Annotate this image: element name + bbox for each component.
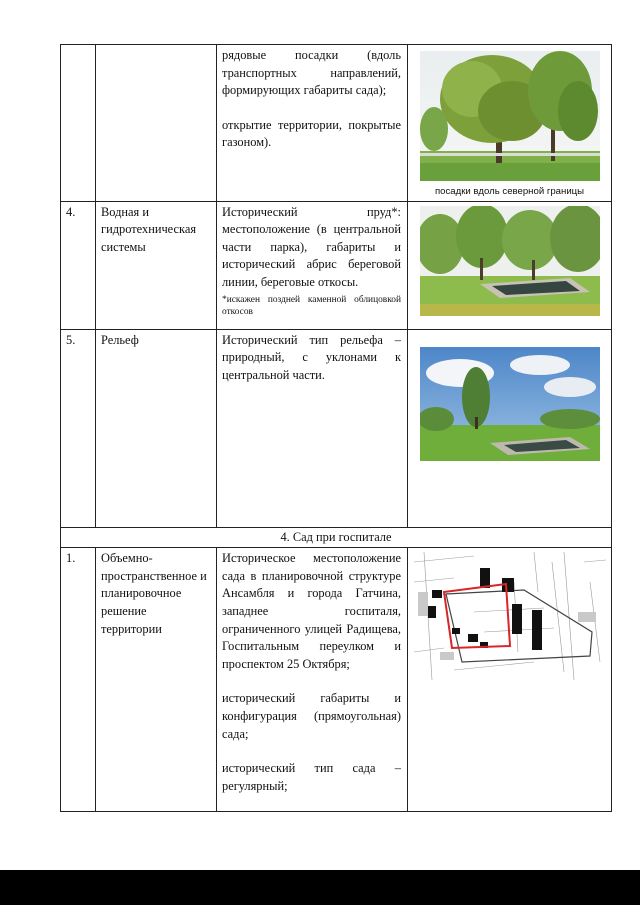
photo-cell: [408, 201, 612, 329]
description-paragraph: рядовые посадки (вдоль транспортных направлений, формирующих габариты сада);: [222, 48, 401, 98]
table-row: [61, 548, 612, 812]
description-paragraph: Исторический тип рельефа – природный, с уклонами к центральной части.: [222, 332, 401, 382]
description-paragraph: Исторический пруд*: местоположение (в центральной части парка), габариты и исторический абрис береговой линии, береговые откосы.: [222, 204, 401, 289]
description-paragraph: открытие территории, покрытые газоном).: [222, 117, 401, 150]
photo-cell: [408, 548, 612, 812]
row-number: 1.: [61, 548, 96, 812]
photo-trees-north-border: [420, 51, 600, 181]
feature-description: [217, 45, 408, 202]
row-number: 4.: [61, 201, 96, 329]
table-row: [61, 329, 612, 527]
monument-features-table: [60, 44, 612, 812]
description-paragraph: исторический тип сада – регулярный;: [222, 761, 401, 793]
feature-description: [217, 329, 408, 527]
feature-description: [217, 201, 408, 329]
photo-cell: [408, 45, 612, 202]
photo-cell: [408, 329, 612, 527]
section-title: 4. Сад при госпитале: [61, 527, 612, 548]
description-paragraph: исторический габариты и конфигурация (прямоугольная) сада;: [222, 691, 401, 741]
table-row: [61, 527, 612, 548]
table-row: [61, 201, 612, 329]
table-row: [61, 45, 612, 202]
row-number: [61, 45, 96, 202]
photo-relief: [420, 347, 600, 461]
feature-description: [217, 548, 408, 812]
scan-bottom-border: [0, 870, 640, 905]
row-number: 5.: [61, 329, 96, 527]
description-paragraph: Историческое местоположение сада в планировочной структуре Ансамбля и города Гатчина, западнее госпиталя, ограниченного улицей Радищева, Госпитальным переулком и проспектом 25 Октября;: [222, 551, 401, 671]
feature-name: Водная и гидротехническая системы: [96, 201, 217, 329]
footnote: *искажен поздней каменной облицовкой откосов: [222, 294, 401, 318]
feature-name: Объемно-пространственное и планировочное решение территории: [96, 548, 217, 812]
photo-historic-pond: [420, 206, 600, 316]
site-plan-map: [414, 552, 606, 680]
feature-name: Рельеф: [96, 329, 217, 527]
photo-caption: посадки вдоль северной границы: [434, 186, 585, 197]
feature-name: [96, 45, 217, 202]
